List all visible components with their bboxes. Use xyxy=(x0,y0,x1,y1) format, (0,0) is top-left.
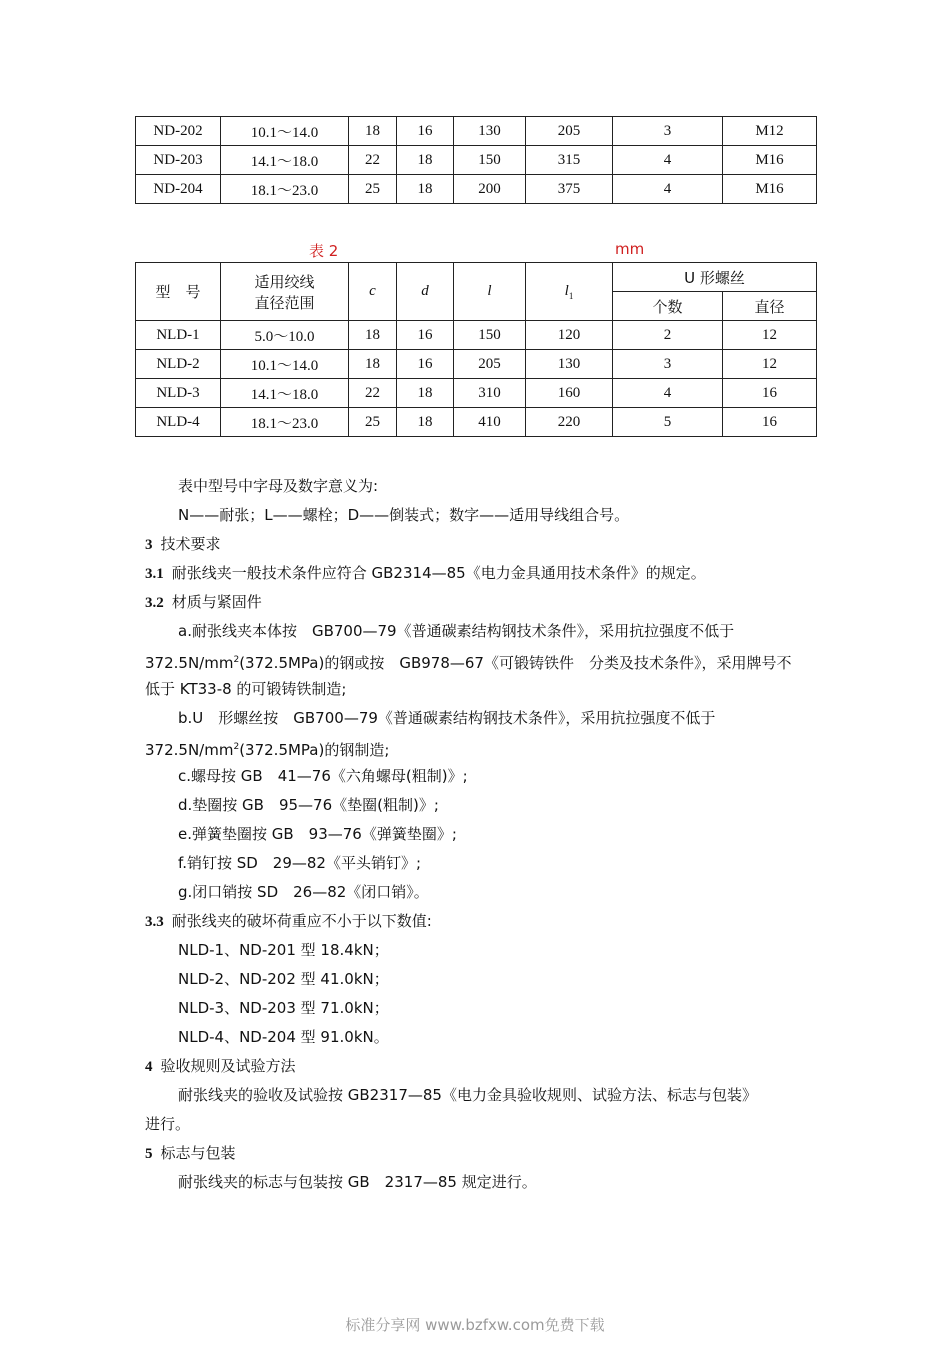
table-cell: 18 xyxy=(397,379,454,408)
table-cell: 220 xyxy=(526,408,613,437)
item-e: e.弹簧垫圈按 GB 93—76《弹簧垫圈》; xyxy=(178,825,457,843)
table-cell: 25 xyxy=(349,408,397,437)
table-row xyxy=(136,379,817,408)
table-cell: 22 xyxy=(349,379,397,408)
table-cell: M16 xyxy=(723,175,817,204)
table-row xyxy=(136,117,817,146)
table-row xyxy=(136,175,817,204)
paragraph-intro: 表中型号中字母及数字意义为: xyxy=(178,477,379,495)
section-3-3 xyxy=(145,907,815,936)
table-cell: 18 xyxy=(397,175,454,204)
table-cell: 12 xyxy=(723,350,817,379)
section-3-2-title: 材质与紧固件 xyxy=(171,593,262,611)
table-row xyxy=(136,408,817,437)
section-3-1 xyxy=(145,559,815,588)
section-3-1-text: 耐张线夹一般技术条件应符合 GB2314—85《电力金具通用技术条件》的规定。 xyxy=(171,564,706,582)
load-nld-3: NLD-3、ND-203 型 71.0kN； xyxy=(178,999,389,1017)
table-cell: 3 xyxy=(613,350,723,379)
item-b-line1: b.U 形螺丝按 GB700—79《普通碳素结构钢技术条件》，采用抗拉强度不低于 xyxy=(178,709,716,727)
table-cell: 130 xyxy=(454,117,526,146)
load-nld-1: NLD-1、ND-201 型 18.4kN； xyxy=(178,941,389,959)
table-cell: ND-202 xyxy=(136,117,221,146)
table-cell: 130 xyxy=(526,350,613,379)
table-cell: 315 xyxy=(526,146,613,175)
header-range-line2: 直径范围 xyxy=(254,293,315,312)
table-row xyxy=(136,350,817,379)
header-l1-main: l xyxy=(564,282,569,299)
table-cell: 14.1～18.0 xyxy=(221,379,349,408)
table-cell: NLD-3 xyxy=(136,379,221,408)
item-a-line2-sup: 2 xyxy=(233,655,240,665)
table-cell: 150 xyxy=(454,146,526,175)
table-cell: NLD-2 xyxy=(136,350,221,379)
load-nld-2: NLD-2、ND-202 型 41.0kN； xyxy=(178,970,389,988)
table-cell: M12 xyxy=(723,117,817,146)
header-range xyxy=(221,263,349,321)
section-5-title: 标志与包装 xyxy=(160,1144,236,1162)
header-range-line1: 适用绞线 xyxy=(254,272,315,291)
table-row xyxy=(136,321,817,350)
table-cell: 18.1～23.0 xyxy=(221,175,349,204)
document-body xyxy=(145,472,815,1197)
table-cell: 16 xyxy=(723,379,817,408)
section-4-line1: 耐张线夹的验收及试验按 GB2317—85《电力金具验收规则、试验方法、标志与包装》 xyxy=(178,1086,757,1104)
table-cell: ND-203 xyxy=(136,146,221,175)
section-3-2-number: 3.2 xyxy=(145,595,164,611)
header-d: d xyxy=(397,263,454,321)
table2-unit: mm xyxy=(615,240,645,258)
section-5-line: 耐张线夹的标志与包装按 GB 2317—85 规定进行。 xyxy=(178,1173,537,1191)
item-b-line2-post: (372.5MPa)的钢制造; xyxy=(239,741,390,759)
table-cell: M16 xyxy=(723,146,817,175)
section-3-title: 技术要求 xyxy=(160,535,221,553)
table-cell: 2 xyxy=(613,321,723,350)
table-cell: 18 xyxy=(397,408,454,437)
table-cell: 14.1～18.0 xyxy=(221,146,349,175)
table-cell: 4 xyxy=(613,146,723,175)
table-cell: NLD-1 xyxy=(136,321,221,350)
table2-caption: 表 2 xyxy=(309,242,339,260)
table-cell: 160 xyxy=(526,379,613,408)
item-a-line2-pre: 372.5N/mm xyxy=(145,654,234,672)
table-cell: 16 xyxy=(723,408,817,437)
table-cell: 5 xyxy=(613,408,723,437)
table-cell: 4 xyxy=(613,379,723,408)
table-cell: 310 xyxy=(454,379,526,408)
table-cell: 18 xyxy=(349,321,397,350)
item-b-line2-sup: 2 xyxy=(233,742,240,752)
table-cell: 16 xyxy=(397,117,454,146)
header-ubolt: U 形螺丝 xyxy=(613,263,817,292)
section-3-heading xyxy=(145,530,815,559)
table-row xyxy=(136,146,817,175)
table-cell: 150 xyxy=(454,321,526,350)
table-cell: ND-204 xyxy=(136,175,221,204)
header-diameter: 直径 xyxy=(723,292,817,321)
table-nld-body xyxy=(136,321,817,437)
item-b-line2-pre: 372.5N/mm xyxy=(145,741,234,759)
table-cell: 4 xyxy=(613,175,723,204)
table-cell: 205 xyxy=(526,117,613,146)
item-a-line2 xyxy=(145,646,815,675)
load-nld-4: NLD-4、ND-204 型 91.0kN。 xyxy=(178,1028,389,1046)
table-cell: 375 xyxy=(526,175,613,204)
header-l1-sub: 1 xyxy=(568,290,574,301)
header-c: c xyxy=(349,263,397,321)
table-cell: 3 xyxy=(613,117,723,146)
item-f: f.销钉按 SD 29—82《平头销钉》; xyxy=(178,854,422,872)
table-cell: 205 xyxy=(454,350,526,379)
header-model: 型 号 xyxy=(136,263,221,321)
footer-watermark: 标准分享网 www.bzfxw.com免费下载 xyxy=(345,1316,605,1334)
section-5-number: 5 xyxy=(145,1146,153,1162)
header-count: 个数 xyxy=(613,292,723,321)
section-3-3-text: 耐张线夹的破坏荷重应不小于以下数值: xyxy=(171,912,432,930)
item-c: c.螺母按 GB 41—76《六角螺母(粗制)》; xyxy=(178,767,468,785)
section-3-2-heading xyxy=(145,588,815,617)
section-4-line2: 进行。 xyxy=(145,1115,191,1133)
table-cell: 5.0～10.0 xyxy=(221,321,349,350)
section-3-1-number: 3.1 xyxy=(145,566,164,582)
table-cell: 18 xyxy=(397,146,454,175)
item-d: d.垫圈按 GB 95—76《垫圈(粗制)》; xyxy=(178,796,439,814)
table-cell: NLD-4 xyxy=(136,408,221,437)
table-cell: 10.1～14.0 xyxy=(221,350,349,379)
table-cell: 10.1～14.0 xyxy=(221,117,349,146)
section-3-3-number: 3.3 xyxy=(145,914,164,930)
paragraph-legend: N——耐张；L——螺栓；D——倒装式；数字——适用导线组合号。 xyxy=(178,506,630,524)
table-cell: 18 xyxy=(349,117,397,146)
table-nd-series xyxy=(135,116,817,204)
table-cell: 18 xyxy=(349,350,397,379)
section-4-title: 验收规则及试验方法 xyxy=(160,1057,296,1075)
section-4-number: 4 xyxy=(145,1059,153,1075)
table-cell: 12 xyxy=(723,321,817,350)
section-3-number: 3 xyxy=(145,537,153,553)
table-cell: 25 xyxy=(349,175,397,204)
table-cell: 22 xyxy=(349,146,397,175)
item-a-line3: 低于 KT33-8 的可锻铸铁制造; xyxy=(145,680,347,698)
header-l: l xyxy=(454,263,526,321)
item-b-line2 xyxy=(145,733,815,762)
header-l1 xyxy=(526,263,613,321)
table-cell: 16 xyxy=(397,350,454,379)
item-a-line1: a.耐张线夹本体按 GB700—79《普通碳素结构钢技术条件》，采用抗拉强度不低于 xyxy=(178,622,735,640)
table-cell: 16 xyxy=(397,321,454,350)
section-5-heading xyxy=(145,1139,815,1168)
table-nd-body xyxy=(136,117,817,204)
item-a-line2-post: (372.5MPa)的钢或按 GB978—67《可锻铸铁件 分类及技术条件》，采用牌号不 xyxy=(239,654,792,672)
item-g: g.闭口销按 SD 26—82《闭口销》。 xyxy=(178,883,429,901)
table-cell: 120 xyxy=(526,321,613,350)
table-cell: 18.1～23.0 xyxy=(221,408,349,437)
table-nld-series xyxy=(135,262,817,437)
section-4-heading xyxy=(145,1052,815,1081)
table-cell: 410 xyxy=(454,408,526,437)
table-cell: 200 xyxy=(454,175,526,204)
